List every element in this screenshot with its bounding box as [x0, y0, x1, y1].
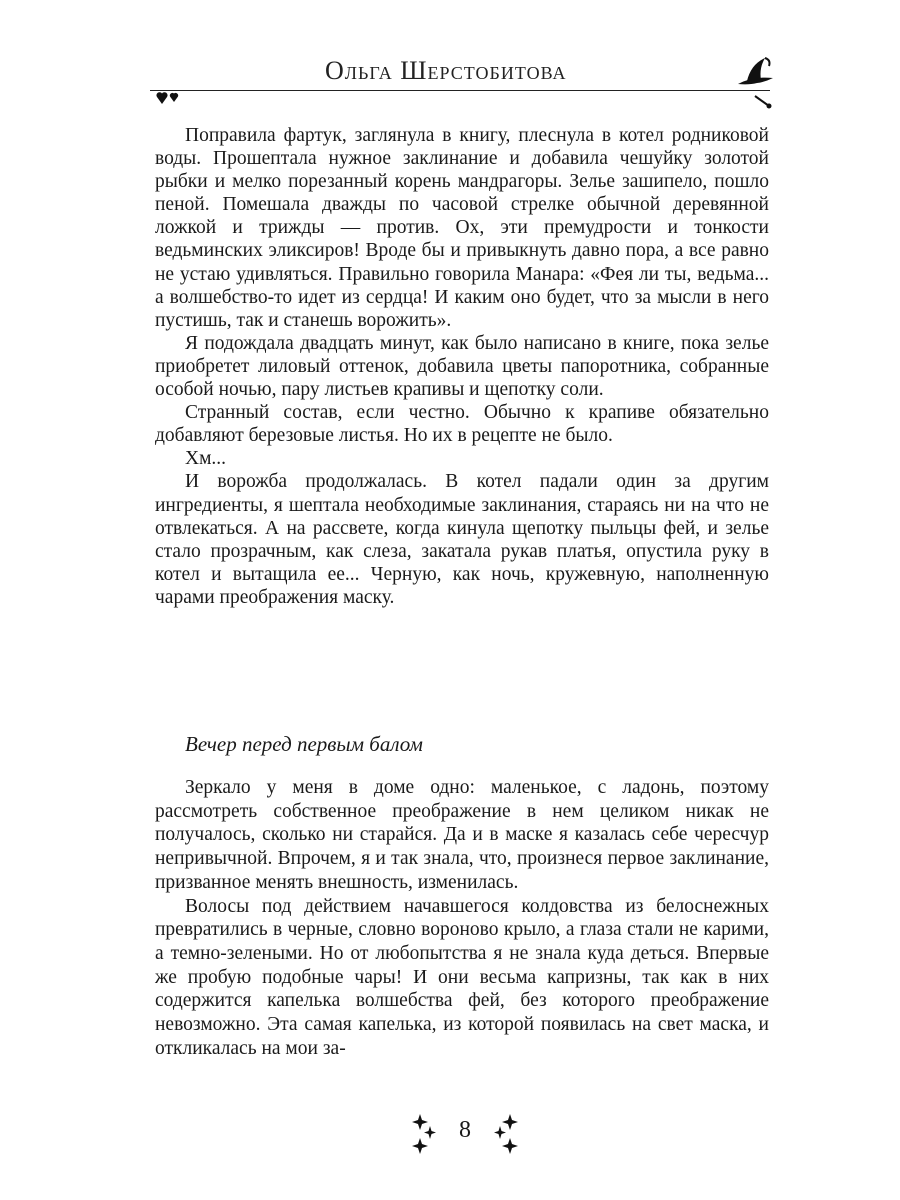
author-name: Ольга Шерстобитова: [325, 56, 567, 85]
hearts-icon: [156, 90, 190, 106]
sparkle-ornament-icon: [410, 1110, 440, 1156]
witch-hat-icon: [735, 54, 777, 112]
page-number: 8: [459, 1117, 471, 1143]
header-rule: [150, 90, 770, 91]
running-header: [150, 50, 775, 110]
paragraph: Зеркало у меня в доме одно: маленькое, с ладонь, поэтому рассмотреть собственное преображение в нем целиком никак не получалось, сколько ни старайся. Да и в маске я казалась себе чересчур непривычной. Впрочем, я и так знала, что, произнеся первое заклинание, призванное менять внешность, изменилась.: [155, 777, 769, 893]
section-title: Вечер перед первым балом: [185, 732, 423, 756]
paragraph: Волосы под действием начавшегося колдовства из белоснежных превратились в черные, словно вороново крыло, а глаза стали не карими, а темно-зелеными. Но от любопытства я не знала куда деться. Впервые же пробую подобные чары! И они весьма капризны, так как в них содержится капелька волшебства фей, без которого преображение невозможно. Эта самая капелька, из которой появилась на свет маска, и откликалась на мои за-: [155, 895, 769, 1059]
paragraph: Поправила фартук, заглянула в книгу, плеснула в котел родниковой воды. Прошептала нужное заклинание и добавила чешуйку золотой рыбки и мелко порезанный корень мандрагоры. Зелье зашипело, пошло пеной. Помешала дважды по часовой стрелке обычной деревянной ложкой и трижды — против. Ох, эти премудрости и тонкости ведьминских эликсиров! Вроде бы и привыкнуть давно пора, а все равно не устаю удивляться. Правильно говорила Манара: «Фея ли ты, ведьма... а волшебство-то идет из сердца! И каким оно будет, что за мысли в него пустишь, так и станешь ворожить».: [155, 125, 769, 331]
paragraph: Я подождала двадцать минут, как было написано в книге, пока зелье приобретет лиловый оттенок, добавила цветы папоротника, собранные особой ночью, пару листьев крапивы и щепотку соли.: [155, 332, 769, 401]
paragraph: Странный состав, если честно. Обычно к крапиве обязательно добавляют березовые листья. Но их в рецепте не было.: [155, 402, 769, 447]
body-text: [155, 124, 769, 609]
sparkle-ornament-icon: [490, 1110, 520, 1156]
paragraph: И ворожба продолжалась. В котел падали один за другим ингредиенты, я шептала необходимые заклинания, стараясь ни на что не отвлекаться. А на рассвете, когда кинула щепотку пыльцы фей, и зелье стало прозрачным, как слеза, закатала рукав платья, опустила руку в котел и вытащила ее... Черную, как ночь, кружевную, наполненную чарами преображения маску.: [155, 471, 769, 608]
paragraph: Хм...: [185, 448, 227, 470]
body-text: [155, 776, 769, 1060]
page-footer: [410, 1110, 520, 1160]
